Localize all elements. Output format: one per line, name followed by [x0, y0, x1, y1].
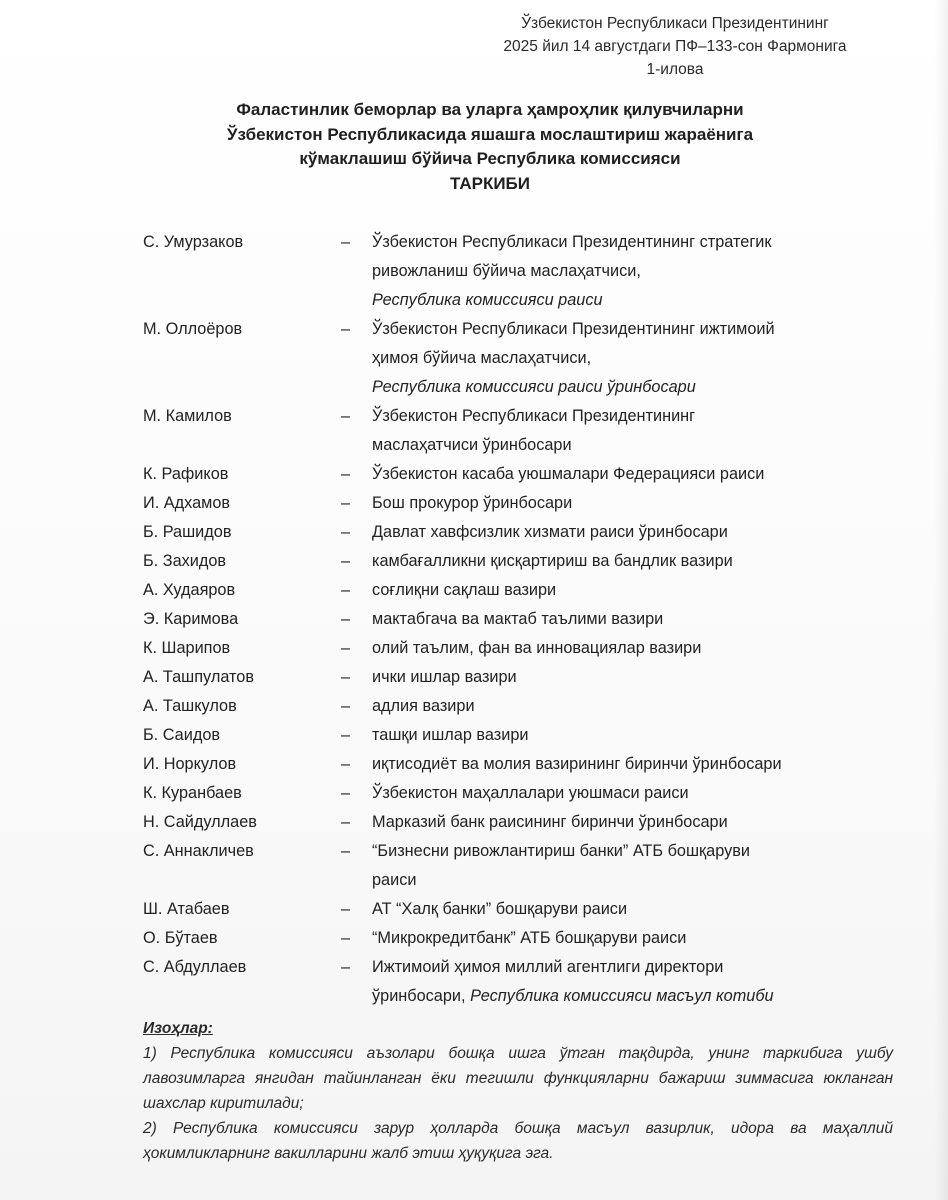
- position-text: Бош прокурор ўринбосари: [372, 494, 573, 512]
- member-row: [0, 634, 948, 663]
- member-name: Б. Саидов: [143, 726, 221, 744]
- document-title: [100, 98, 880, 196]
- member-row: [0, 315, 948, 402]
- member-position: [372, 460, 892, 489]
- position-line: [372, 692, 892, 721]
- position-line: [372, 431, 892, 460]
- member-position: [372, 576, 892, 605]
- member-position: [372, 489, 892, 518]
- member-dash: –: [341, 320, 351, 338]
- member-dash: –: [341, 958, 351, 976]
- position-line: [372, 257, 892, 286]
- member-position: [372, 924, 892, 953]
- position-text: ривожланиш бўйича маслаҳатчиси,: [372, 262, 641, 280]
- header-line-2: 2025 йил 14 августдаги ПФ–133-сон Фармонига: [503, 38, 847, 55]
- member-row: [0, 547, 948, 576]
- member-name: С. Аннакличев: [143, 842, 254, 860]
- position-text: ташқи ишлар вазири: [372, 726, 529, 744]
- member-row: [0, 460, 948, 489]
- member-row: [0, 779, 948, 808]
- position-line: [372, 315, 892, 344]
- member-name: М. Оллоёров: [143, 320, 243, 338]
- member-dash: –: [341, 842, 351, 860]
- commission-role: Республика комиссияси масъул котиби: [470, 987, 774, 1005]
- position-text: соғлиқни сақлаш вазири: [372, 581, 557, 599]
- member-name: Б. Рашидов: [143, 523, 232, 541]
- position-line: [372, 547, 892, 576]
- member-position: [372, 895, 892, 924]
- notes-section: [143, 1016, 893, 1166]
- position-line: [372, 663, 892, 692]
- document-header: [440, 12, 910, 81]
- member-name: И. Адхамов: [143, 494, 231, 512]
- commission-role: Республика комиссияси раиси ўринбосари: [372, 378, 696, 396]
- member-row: [0, 924, 948, 953]
- member-name: К. Рафиков: [143, 465, 229, 483]
- member-dash: –: [341, 697, 351, 715]
- member-position: [372, 779, 892, 808]
- member-row: [0, 750, 948, 779]
- member-row: [0, 228, 948, 315]
- position-text: ўринбосари,: [372, 987, 466, 1005]
- member-row: [0, 605, 948, 634]
- member-position: [372, 721, 892, 750]
- position-text: камбағалликни қисқартириш ва бандлик вазири: [372, 552, 733, 570]
- notes-title: Изоҳлар:: [143, 1020, 213, 1037]
- position-line: [372, 402, 892, 431]
- position-text: раиси: [372, 871, 417, 889]
- position-text: мактабгача ва мактаб таълими вазири: [372, 610, 664, 628]
- member-position: [372, 663, 892, 692]
- member-name: А. Ташпулатов: [143, 668, 255, 686]
- position-line: [372, 634, 892, 663]
- position-text: олий таълим, фан ва инновациялар вазири: [372, 639, 702, 657]
- position-text: АТ “Халқ банки” бошқаруви раиси: [372, 900, 628, 918]
- position-text: ҳимоя бўйича маслаҳатчиси,: [372, 349, 592, 367]
- member-position: [372, 402, 892, 460]
- member-position: [372, 808, 892, 837]
- member-name: А. Ташкулов: [143, 697, 237, 715]
- member-name: Ш. Атабаев: [143, 900, 230, 918]
- position-text: ички ишлар вазири: [372, 668, 517, 686]
- member-row: [0, 692, 948, 721]
- position-line: [372, 837, 892, 866]
- member-name: М. Камилов: [143, 407, 232, 425]
- member-name: К. Куранбаев: [143, 784, 242, 802]
- member-name: О. Бўтаев: [143, 929, 218, 947]
- position-line: [372, 576, 892, 605]
- header-line-3: 1-илова: [646, 61, 704, 78]
- member-row: [0, 489, 948, 518]
- note-paragraph-2: 2) Республика комиссияси зарур ҳолларда бошқа масъул вазирлик, идора ва маҳаллий ҳокимликларнинг вакилларини жалб этиш ҳуқуқига эга.: [143, 1120, 893, 1162]
- member-position: [372, 634, 892, 663]
- position-line: [372, 228, 892, 257]
- position-text: иқтисодиёт ва молия вазирининг биринчи ўринбосари: [372, 755, 782, 773]
- member-name: С. Абдуллаев: [143, 958, 247, 976]
- member-row: [0, 518, 948, 547]
- commission-role: Республика комиссияси раиси: [372, 291, 603, 309]
- member-dash: –: [341, 668, 351, 686]
- position-text: Ўзбекистон маҳаллалари уюшмаси раиси: [372, 784, 689, 802]
- member-dash: –: [341, 610, 351, 628]
- position-text: маслаҳатчиси ўринбосари: [372, 436, 572, 454]
- member-row: [0, 895, 948, 924]
- member-dash: –: [341, 581, 351, 599]
- member-position: [372, 518, 892, 547]
- position-text: адлия вазири: [372, 697, 475, 715]
- member-name: К. Шарипов: [143, 639, 231, 657]
- title-line-3: кўмаклашиш бўйича Республика комиссияси: [299, 149, 681, 168]
- position-line: [372, 518, 892, 547]
- position-text: Ижтимоий ҳимоя миллий агентлиги директори: [372, 958, 724, 976]
- position-line: [372, 605, 892, 634]
- member-position: [372, 953, 892, 1011]
- position-line: [372, 489, 892, 518]
- member-position: [372, 605, 892, 634]
- member-dash: –: [341, 639, 351, 657]
- member-position: [372, 750, 892, 779]
- member-row: [0, 402, 948, 460]
- member-name: И. Норкулов: [143, 755, 237, 773]
- member-dash: –: [341, 552, 351, 570]
- position-line: [372, 866, 892, 895]
- position-text: Ўзбекистон касаба уюшмалари Федерацияси раиси: [372, 465, 765, 483]
- position-line: [372, 779, 892, 808]
- position-line: [372, 982, 892, 1011]
- member-name: Б. Захидов: [143, 552, 227, 570]
- member-dash: –: [341, 900, 351, 918]
- position-line: [372, 460, 892, 489]
- position-line: [372, 721, 892, 750]
- member-name: Э. Каримова: [143, 610, 239, 628]
- position-line: [372, 953, 892, 982]
- member-dash: –: [341, 523, 351, 541]
- member-row: [0, 663, 948, 692]
- position-text: “Микрокредитбанк” АТБ бошқаруви раиси: [372, 929, 687, 947]
- position-text: Давлат хавфсизлик хизмати раиси ўринбосари: [372, 523, 728, 541]
- member-dash: –: [341, 494, 351, 512]
- member-dash: –: [341, 784, 351, 802]
- position-line: [372, 808, 892, 837]
- position-text: Ўзбекистон Республикаси Президентининг ижтимоий: [372, 320, 775, 338]
- member-dash: –: [341, 726, 351, 744]
- position-line: [372, 344, 892, 373]
- position-line: [372, 924, 892, 953]
- position-text: Ўзбекистон Республикаси Президентининг стратегик: [372, 233, 772, 251]
- header-line-1: Ўзбекистон Республикаси Президентининг: [521, 15, 829, 32]
- position-text: Марказий банк раисининг биринчи ўринбосари: [372, 813, 728, 831]
- title-line-1: Фаластинлик беморлар ва уларга ҳамроҳлик қилувчиларни: [236, 100, 744, 119]
- member-position: [372, 837, 892, 895]
- position-line: [372, 895, 892, 924]
- member-name: Н. Сайдуллаев: [143, 813, 257, 831]
- member-row: [0, 576, 948, 605]
- member-dash: –: [341, 755, 351, 773]
- position-text: Ўзбекистон Республикаси Президентининг: [372, 407, 696, 425]
- member-position: [372, 228, 892, 315]
- title-line-2: Ўзбекистон Республикасида яшашга мослаштириш жараёнига: [226, 124, 754, 144]
- note-paragraph-1: 1) Республика комиссияси аъзолари бошқа ишга ўтган тақдирда, унинг таркибига ушбу лавозимларга янгидан тайинланган ёки тегишли функцияларни бажариш зиммасига юкланган шахслар киритилади;: [143, 1045, 893, 1112]
- member-name: А. Худаяров: [143, 581, 236, 599]
- member-row: [0, 721, 948, 750]
- member-name: С. Умурзаков: [143, 233, 244, 251]
- member-dash: –: [341, 813, 351, 831]
- member-list: [0, 228, 948, 1011]
- member-dash: –: [341, 407, 351, 425]
- member-dash: –: [341, 929, 351, 947]
- member-position: [372, 315, 892, 402]
- position-text: “Бизнесни ривожлантириш банки” АТБ бошқаруви: [372, 842, 750, 860]
- member-row: [0, 953, 948, 1011]
- member-dash: –: [341, 465, 351, 483]
- member-row: [0, 837, 948, 895]
- member-position: [372, 547, 892, 576]
- member-row: [0, 808, 948, 837]
- member-dash: –: [341, 233, 351, 251]
- title-line-4: ТАРКИБИ: [450, 173, 530, 193]
- member-position: [372, 692, 892, 721]
- position-line: [372, 750, 892, 779]
